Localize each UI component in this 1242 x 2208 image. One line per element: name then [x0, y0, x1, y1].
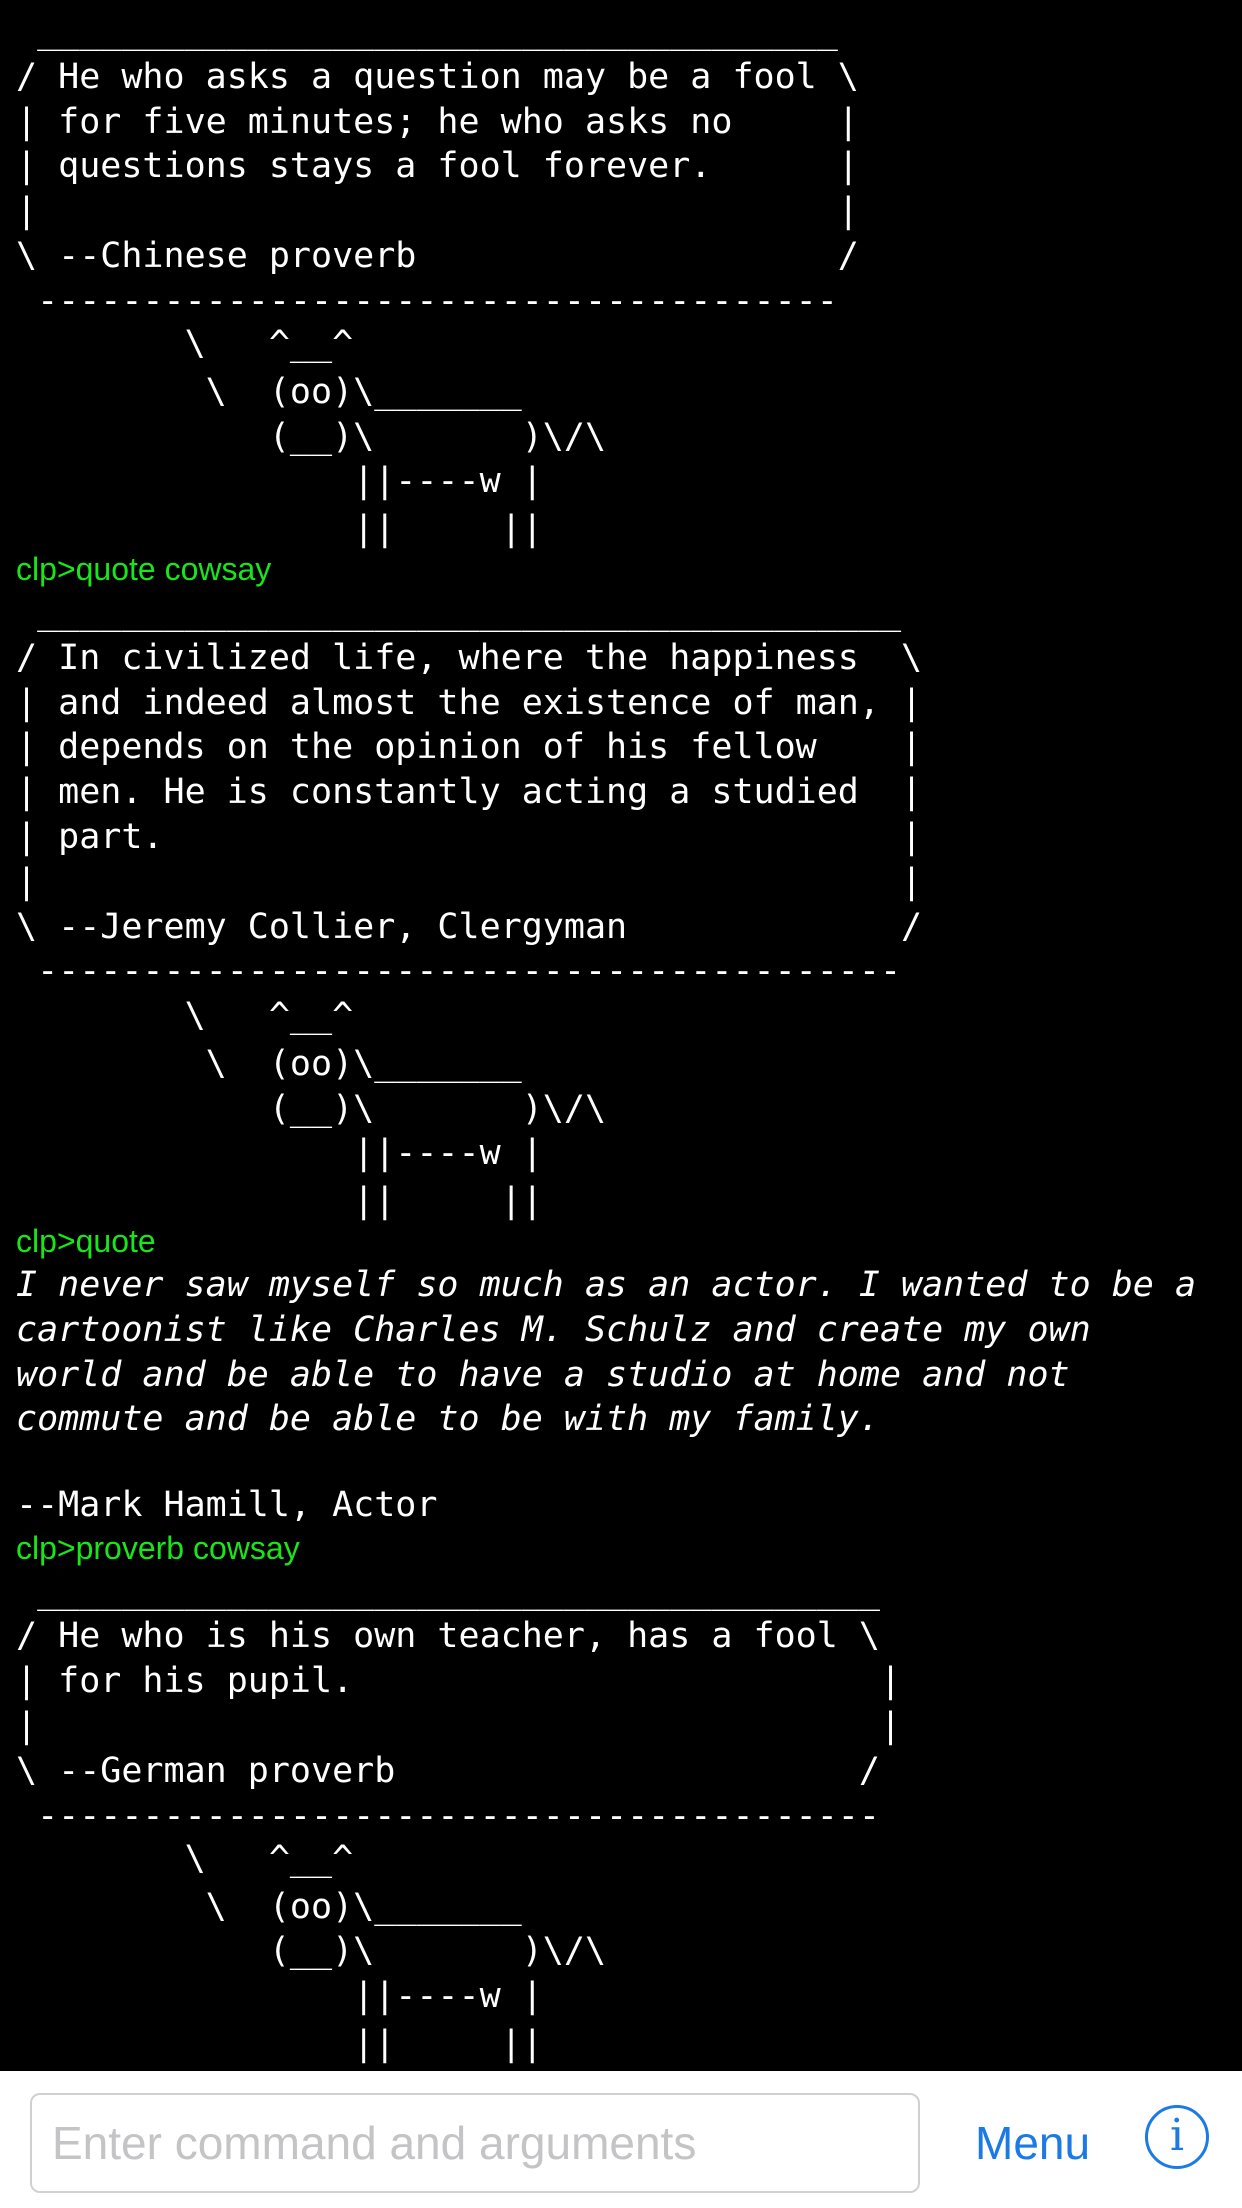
output-line: _________________________________________: [16, 593, 902, 633]
command-prompt-line: clp>quote cowsay: [16, 551, 272, 587]
output-line: \ (oo)\_______: [16, 1043, 522, 1084]
output-line: --Mark Hamill, Actor: [16, 1484, 438, 1525]
output-line: ||----w |: [16, 461, 543, 502]
output-line: (__)\ )\/\: [16, 416, 607, 457]
output-line: | |: [16, 191, 859, 232]
output-line: ||----w |: [16, 1133, 543, 1174]
menu-button[interactable]: Menu: [975, 2101, 1090, 2185]
output-line: | men. He is constantly acting a studied |: [16, 772, 923, 813]
output-line: \ (oo)\_______: [16, 371, 522, 412]
output-line: -----------------------------------------: [16, 951, 902, 992]
output-line: | |: [16, 861, 923, 902]
output-line: / He who is his own teacher, has a fool \: [16, 1616, 880, 1657]
output-line: | and indeed almost the existence of man, |: [16, 682, 923, 723]
output-line: | for five minutes; he who asks no |: [16, 101, 859, 142]
output-line: | for his pupil. |: [16, 1661, 902, 1702]
output-line: || ||: [16, 2023, 543, 2064]
output-line: \ (oo)\_______: [16, 1886, 522, 1927]
output-line: ______________________________________: [16, 12, 838, 52]
info-circle-icon: i: [1169, 2110, 1185, 2161]
output-line: commute and be able to be with my family.: [16, 1399, 880, 1440]
output-line: | depends on the opinion of his fellow |: [16, 727, 923, 768]
output-line: ________________________________________: [16, 1571, 880, 1612]
output-line: / In civilized life, where the happiness \: [16, 637, 923, 678]
output-line: \ --Jeremy Collier, Clergyman /: [16, 906, 923, 947]
output-line: \ ^__^: [16, 996, 354, 1037]
output-line: \ --Chinese proverb /: [16, 236, 859, 276]
output-line: (__)\ )\/\: [16, 1931, 607, 1972]
output-line: / He who asks a question may be a fool \: [16, 56, 859, 97]
output-line: ||----w |: [16, 1976, 543, 2017]
output-line: || ||: [16, 509, 543, 549]
output-line: I never saw myself so much as an actor. I wanted to be a: [16, 1265, 1197, 1305]
command-prompt-line: clp>quote: [16, 1223, 156, 1259]
output-line: (__)\ )\/\: [16, 1088, 607, 1129]
output-line: cartoonist like Charles M. Schulz and create my own: [16, 1309, 1091, 1350]
command-prompt-line: clp>proverb cowsay: [16, 1529, 300, 1566]
output-line: | questions stays a fool forever. |: [16, 146, 859, 187]
info-button[interactable]: [1145, 2105, 1209, 2169]
output-line: | |: [16, 1706, 902, 1746]
output-line: ----------------------------------------: [16, 1795, 880, 1836]
output-line: \ --German proverb /: [16, 1750, 880, 1791]
output-line: world and be able to have a studio at home and not: [16, 1354, 1070, 1395]
command-bar: [0, 2071, 1242, 2208]
output-line: --------------------------------------: [16, 280, 838, 321]
output-line: \ ^__^: [16, 324, 354, 365]
output-line: || ||: [16, 1181, 543, 1221]
output-line: | part. |: [16, 817, 923, 857]
command-input[interactable]: [30, 2093, 920, 2193]
output-line: \ ^__^: [16, 1839, 354, 1879]
